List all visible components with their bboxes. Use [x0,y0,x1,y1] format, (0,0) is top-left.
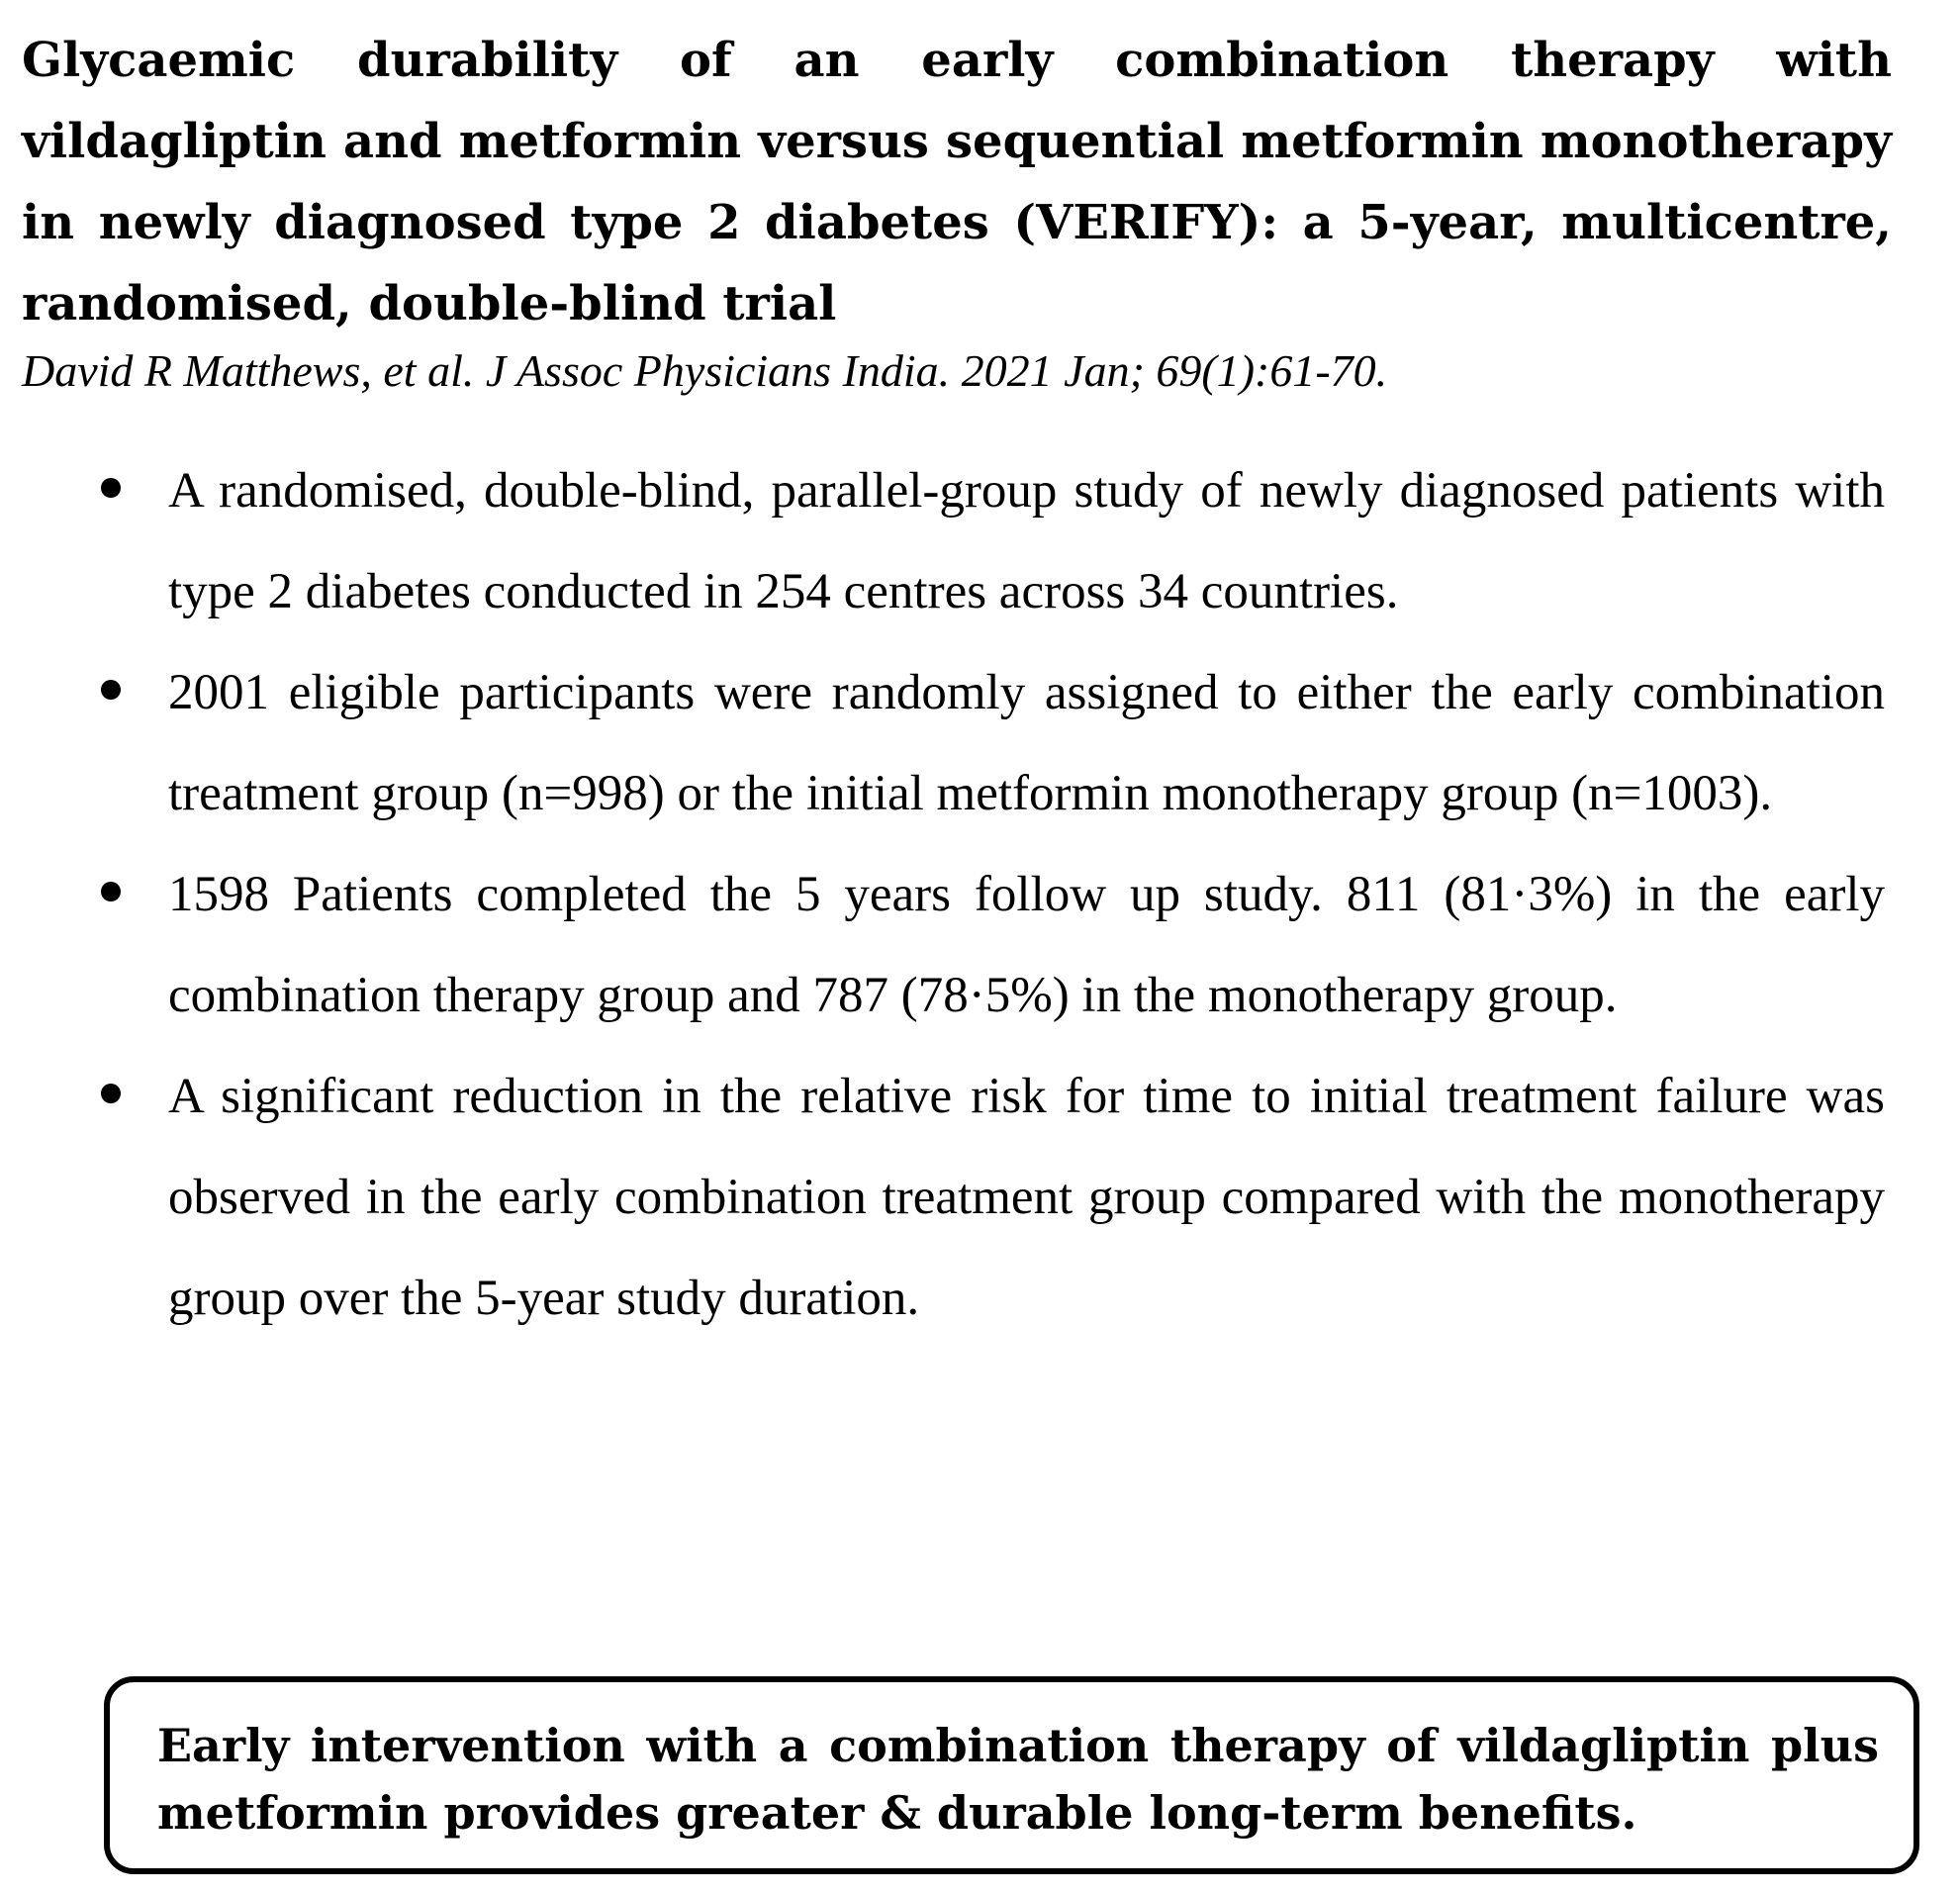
summary-box [104,1676,1919,1874]
bullet-icon [101,882,121,901]
article-title: Glycaemic durability of an early combination therapy with vildagliptin and metformin versus sequential metformin monotherapy in newly diagnosed type 2 diabetes (VERIFY): a 5-year, multicentre, randomised, double-blind trial [22,33,1892,331]
list-item [0,844,1885,1046]
bullet-text: A randomised, double-blind, parallel-group study of newly diagnosed patients with type 2 diabetes conducted in 254 centres across 34 countries. [168,463,1885,619]
list-item [0,440,1885,642]
summary-text: Early intervention with a combination therapy of vildagliptin plus metformin provides greater & durable long-term benefits. [157,1719,1879,1840]
bullet-text: A significant reduction in the relative risk for time to initial treatment failure was observed in the early combination treatment group compared with the monotherapy group over the 5-year study duration. [168,1069,1885,1326]
bullet-text: 1598 Patients completed the 5 years follow up study. 811 (81·3%) in the early combination therapy group and 787 (78·5%) in the monotherapy group. [168,867,1885,1023]
bullet-text: 2001 eligible participants were randomly assigned to either the early combination treatment group (n=998) or the initial metformin monotherapy group (n=1003). [168,665,1885,821]
key-points-list [0,440,1960,1349]
bullet-icon [101,1084,121,1103]
bullet-icon [101,478,121,498]
list-item [0,642,1885,844]
article-citation: David R Matthews, et al. J Assoc Physicians India. 2021 Jan; 69(1):61-70. [22,345,1388,396]
bullet-icon [101,680,121,700]
list-item [0,1046,1885,1349]
